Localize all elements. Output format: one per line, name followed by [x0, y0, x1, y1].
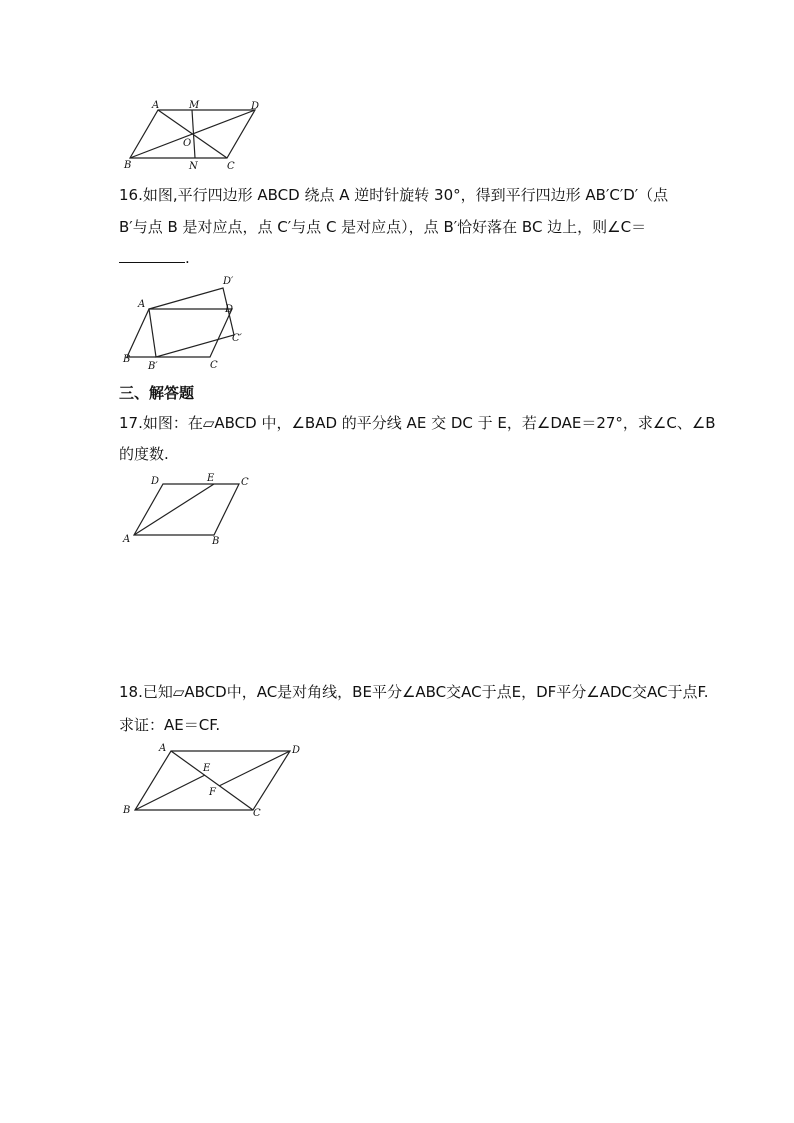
parallelogram-diagram: [119, 96, 279, 176]
label-c: C: [241, 477, 249, 488]
q18-line1: 18.已知▱ABCD中，AC是对角线，BE平分∠ABC交AC于点E，DF平分∠ADC交AC于点F.: [119, 683, 709, 701]
label-d: D: [225, 304, 234, 315]
label-c: C: [227, 161, 235, 172]
label-a: A: [152, 100, 160, 111]
label-c: C: [210, 360, 218, 371]
q16-line3: [119, 248, 190, 267]
q16-line2: B′与点 B 是对应点，点 C′与点 C 是对应点），点 B′恰好落在 BC 边上，则∠C＝: [119, 218, 647, 236]
q16-period: .: [185, 249, 190, 267]
diagonal-ac: [171, 751, 253, 810]
q18-line2: 求证：AE＝CF.: [119, 716, 221, 734]
segment-ae: [134, 484, 214, 535]
q17-line2: 的度数.: [119, 445, 169, 463]
label-e: E: [207, 473, 215, 484]
label-a: A: [138, 299, 146, 310]
parallelogram-ab-c-d-prime: [149, 288, 234, 357]
q16-line1: 16.如图,平行四边形 ABCD 绕点 A 逆时针旋转 30°，得到平行四边形 AB′C′D′（点: [119, 186, 669, 204]
label-b: B: [123, 354, 131, 365]
label-d: D: [251, 101, 260, 112]
label-m: M: [189, 100, 200, 111]
label-c-prime: C′: [232, 333, 242, 344]
section-title: 三、解答题: [119, 384, 195, 402]
label-b: B: [212, 536, 220, 547]
label-a: A: [123, 534, 131, 545]
label-b-prime: B′: [148, 361, 158, 372]
figure-q17: [119, 470, 259, 550]
label-e: E: [203, 763, 211, 774]
label-b: B: [123, 805, 131, 816]
label-b: B: [124, 160, 132, 171]
label-c: C: [253, 808, 261, 819]
figure-q15: [119, 96, 279, 176]
figure-q16: [119, 272, 269, 372]
parallelogram-bisector-diagram: [119, 470, 259, 550]
label-d-prime: D′: [223, 276, 234, 287]
label-d: D: [292, 745, 301, 756]
label-o: O: [183, 138, 192, 149]
rotation-diagram: [119, 272, 269, 372]
q17-line1: 17.如图：在▱ABCD 中，∠BAD 的平分线 AE 交 DC 于 E，若∠DAE＝27°，求∠C、∠B: [119, 414, 716, 432]
label-a: A: [159, 743, 167, 754]
parallelogram-abcd: [134, 484, 239, 535]
figure-q18: [119, 740, 319, 825]
answer-blank[interactable]: [119, 248, 185, 263]
label-n: N: [189, 161, 198, 172]
label-d: D: [151, 476, 160, 487]
label-f: F: [209, 787, 216, 798]
parallelogram-diagonal-diagram: [119, 740, 319, 825]
